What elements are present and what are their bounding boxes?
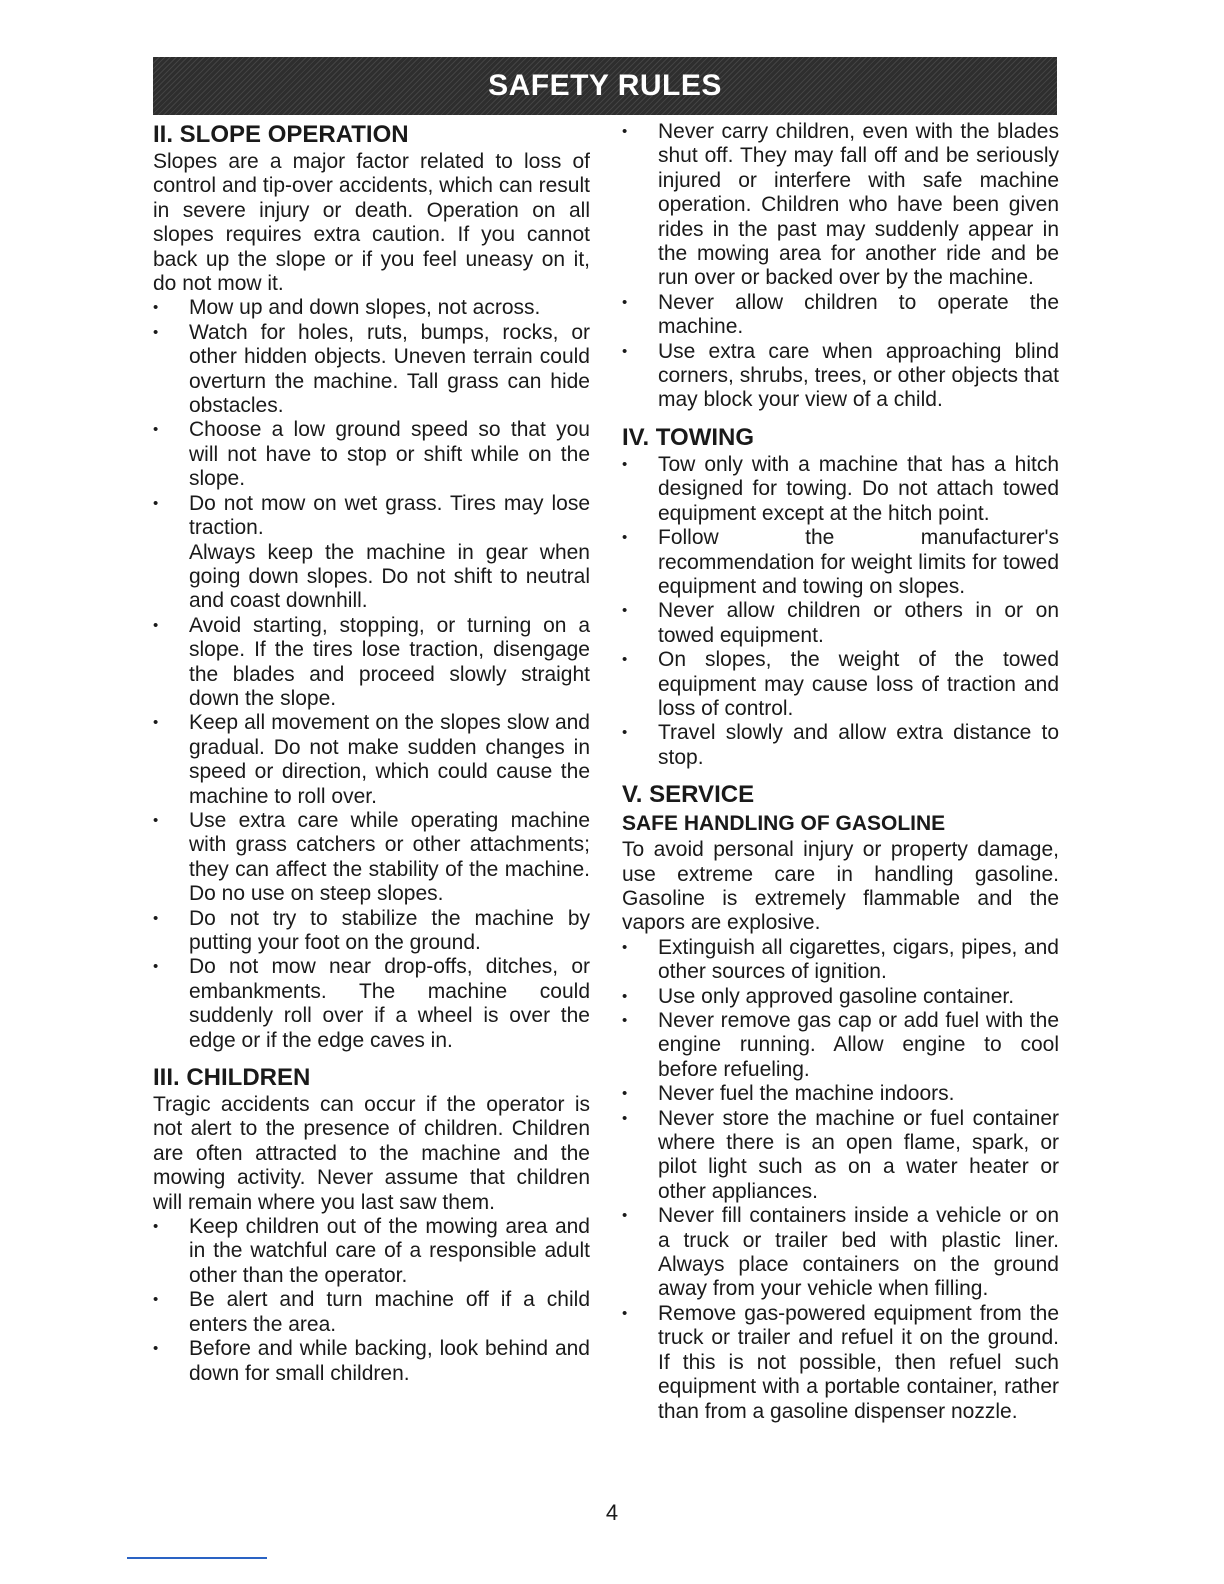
- children-list-left: [153, 1215, 590, 1386]
- gasoline-subheading: SAFE HANDLING OF GASOLINE: [622, 812, 946, 836]
- list-item: • Choose a low ground speed so that you will not have to stop or shift while on the slope.: [153, 418, 590, 491]
- towing-list: [622, 453, 1059, 770]
- list-item: • Never remove gas cap or add fuel with the engine running. Allow engine to cool before refueling.: [622, 1009, 1059, 1082]
- list-item: • Never carry children, even with the blades shut off. They may fall off and be seriously injured or interfere with safe machine operation. Children who have been given rides in the past may suddenly appear in the mowing area for another ride and be run over or backed over by the machine.: [622, 120, 1059, 291]
- list-item: • On slopes, the weight of the towed equipment may cause loss of traction and loss of control.: [622, 648, 1059, 721]
- list-item: • Use extra care when approaching blind corners, shrubs, trees, or other objects that may block your view of a child.: [622, 340, 1059, 413]
- list-item: • Keep children out of the mowing area and in the watchful care of a responsible adult other than the operator.: [153, 1215, 590, 1288]
- children-heading: III. CHILDREN: [153, 1064, 311, 1092]
- page-number: 4: [605, 1500, 619, 1525]
- list-item: • Do not mow on wet grass. Tires may lose traction.: [153, 492, 590, 541]
- safety-rules-banner: [153, 57, 1057, 115]
- list-item: • Extinguish all cigarettes, cigars, pipes, and other sources of ignition.: [622, 936, 1059, 985]
- service-intro: To avoid personal injury or property damage, use extreme care in handling gasoline. Gasoline is extremely flammable and the vapors are explosive.: [622, 838, 1059, 935]
- list-item: • Never fuel the machine indoors.: [622, 1082, 1059, 1106]
- list-item: • Avoid starting, stopping, or turning on a slope. If the tires lose traction, disengage the blades and proceed slowly straight down the slope.: [153, 614, 590, 712]
- list-item: • Keep all movement on the slopes slow and gradual. Do not make sudden changes in speed or direction, which could cause the machine to roll over.: [153, 711, 590, 809]
- list-item: • Do not mow near drop-offs, ditches, or embankments. The machine could suddenly roll over if a wheel is over the edge or if the edge caves in.: [153, 955, 590, 1053]
- list-item: • Follow the manufacturer's recommendation for weight limits for towed equipment and towing on slopes.: [622, 526, 1059, 599]
- right-column: [622, 120, 1059, 1424]
- list-item: • Be alert and turn machine off if a child enters the area.: [153, 1288, 590, 1337]
- children-list-right: [622, 120, 1059, 413]
- slope-list: [153, 296, 590, 1053]
- slope-intro: Slopes are a major factor related to loss of control and tip-over accidents, which can result in severe injury or death. Operation on all slopes requires extra caution. If you cannot back up the slope or if you feel uneasy on it, do not mow it.: [153, 150, 590, 296]
- list-item: • Never allow children or others in or on towed equipment.: [622, 599, 1059, 648]
- list-item: • Do not try to stabilize the machine by putting your foot on the ground.: [153, 907, 590, 956]
- list-item: • Use extra care while operating machine with grass catchers or other attachments; they can affect the stability of the machine. Do no use on steep slopes.: [153, 809, 590, 907]
- slope-heading: II. SLOPE OPERATION: [153, 121, 409, 148]
- list-item: Always keep the machine in gear when going down slopes. Do not shift to neutral and coast downhill.: [189, 540, 590, 613]
- list-item: • Never allow children to operate the machine.: [622, 291, 1059, 340]
- children-intro: Tragic accidents can occur if the operator is not alert to the presence of children. Children are often attracted to the machine and the mowing activity. Never assume that children will remain where you last saw them.: [153, 1093, 590, 1214]
- list-item: • Mow up and down slopes, not across.: [153, 296, 590, 320]
- left-column: [153, 120, 590, 1386]
- list-item: • Remove gas-powered equipment from the truck or trailer and refuel it on the ground. If this is not possible, then refuel such equipment with a portable container, rather than from a gasoline dispenser nozzle.: [622, 1302, 1059, 1424]
- service-heading: V. SERVICE: [622, 781, 755, 809]
- list-item: • Watch for holes, ruts, bumps, rocks, or other hidden objects. Uneven terrain could overturn the machine. Tall grass can hide obstacles.: [153, 321, 590, 419]
- banner-title: SAFETY RULES: [488, 69, 722, 102]
- towing-heading: IV. TOWING: [622, 423, 755, 451]
- list-item: • Travel slowly and allow extra distance to stop.: [622, 721, 1059, 770]
- service-list: [622, 936, 1059, 1424]
- list-item: • Use only approved gasoline container.: [622, 985, 1059, 1009]
- list-item: • Never fill containers inside a vehicle or on a truck or trailer bed with plastic liner. Always place containers on the ground away from your vehicle when filling.: [622, 1204, 1059, 1302]
- list-item: • Never store the machine or fuel container where there is an open flame, spark, or pilot light such as on a water heater or other appliances.: [622, 1107, 1059, 1205]
- list-item: • Tow only with a machine that has a hitch designed for towing. Do not attach towed equipment except at the hitch point.: [622, 453, 1059, 526]
- list-item: • Before and while backing, look behind and down for small children.: [153, 1337, 590, 1386]
- footer-divider: [127, 1557, 267, 1559]
